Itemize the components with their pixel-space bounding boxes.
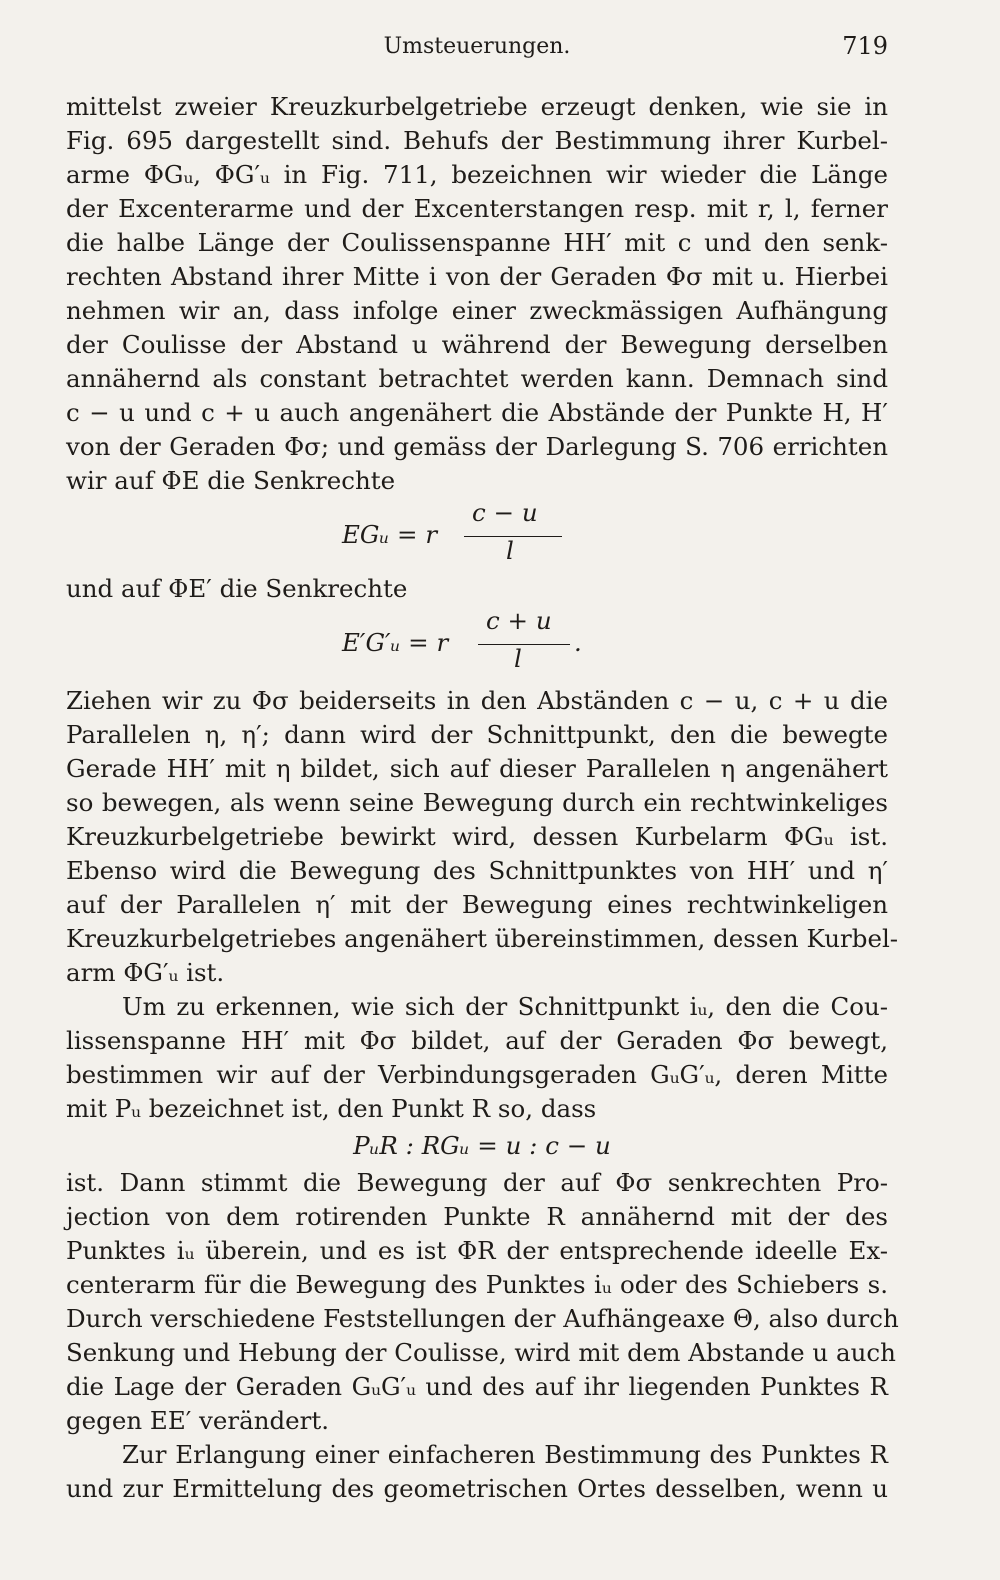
page-header bbox=[66, 30, 888, 66]
text-line: die halbe Länge der Coulissenspanne HH′ mit c und den senk- bbox=[66, 228, 888, 257]
formula-period: . bbox=[574, 628, 582, 657]
formula-egu-prime bbox=[66, 606, 888, 684]
text-line: auf der Parallelen η′ mit der Bewegung eines rechtwinkeligen bbox=[66, 890, 888, 919]
text-line: bestimmen wir auf der Verbindungsgeraden GᵤG′ᵤ, deren Mitte bbox=[66, 1060, 888, 1089]
text-line: und auf ΦE′ die Senkrechte bbox=[66, 574, 408, 603]
text-line: arm ΦG′ᵤ ist. bbox=[66, 958, 225, 987]
text-line: gegen EE′ verändert. bbox=[66, 1406, 330, 1435]
text-line: jection von dem rotirenden Punkte R annähernd mit der des bbox=[66, 1202, 888, 1231]
text-line: ist. Dann stimmt die Bewegung der auf Φσ senkrechten Pro- bbox=[66, 1168, 888, 1197]
formula-ratio: PᵤR : RGᵤ = u : c − u bbox=[353, 1131, 611, 1160]
text-line: Fig. 695 dargestellt sind. Behufs der Bestimmung ihrer Kurbel- bbox=[66, 126, 888, 155]
text-line: Kreuzkurbelgetriebe bewirkt wird, dessen Kurbelarm ΦGᵤ ist. bbox=[66, 822, 888, 851]
text-line: mittelst zweier Kreuzkurbelgetriebe erzeugt denken, wie sie in bbox=[66, 92, 888, 121]
text-line: und zur Ermittelung des geometrischen Ortes desselben, wenn u bbox=[66, 1474, 888, 1503]
text-line: Ziehen wir zu Φσ beiderseits in den Abständen c − u, c + u die bbox=[66, 686, 888, 715]
text-line: Durch verschiedene Feststellungen der Aufhängeaxe Θ, also durch bbox=[66, 1304, 899, 1333]
page-number: 719 bbox=[842, 32, 888, 60]
formula-egu bbox=[66, 498, 888, 572]
text-line: lissenspanne HH′ mit Φσ bildet, auf der Geraden Φσ bewegt, bbox=[66, 1026, 888, 1055]
text-line: c − u und c + u auch angenähert die Abstände der Punkte H, H′ bbox=[66, 398, 888, 427]
formula-numerator: c − u bbox=[472, 498, 538, 527]
formula-lhs: E′G′ᵤ = r bbox=[342, 628, 449, 657]
text-line: Kreuzkurbelgetriebes angenähert übereinstimmen, dessen Kurbel- bbox=[66, 924, 899, 953]
text-line: Parallelen η, η′; dann wird der Schnittpunkt, den die bewegte bbox=[66, 720, 888, 749]
text-line: Um zu erkennen, wie sich der Schnittpunkt iᵤ, den die Cou- bbox=[122, 992, 888, 1021]
text-line: von der Geraden Φσ; und gemäss der Darlegung S. 706 errichten bbox=[66, 432, 888, 461]
text-line: Zur Erlangung einer einfacheren Bestimmung des Punktes R bbox=[122, 1440, 888, 1469]
text-line: der Coulisse der Abstand u während der Bewegung derselben bbox=[66, 330, 888, 359]
text-line: Ebenso wird die Bewegung des Schnittpunktes von HH′ und η′ bbox=[66, 856, 888, 885]
text-line: nehmen wir an, dass infolge einer zweckmässigen Aufhängung bbox=[66, 296, 888, 325]
fraction-bar bbox=[478, 644, 570, 645]
body-text bbox=[66, 90, 899, 1506]
running-head: Umsteuerungen. bbox=[383, 34, 571, 59]
formula-numerator: c + u bbox=[486, 606, 552, 635]
text-line: mit Pᵤ bezeichnet ist, den Punkt R so, dass bbox=[66, 1094, 597, 1123]
text-line: Senkung und Hebung der Coulisse, wird mit dem Abstande u auch bbox=[66, 1338, 896, 1367]
formula-lhs: EGᵤ = r bbox=[342, 520, 438, 549]
text-line: die Lage der Geraden GᵤG′ᵤ und des auf ihr liegenden Punktes R bbox=[66, 1372, 888, 1401]
text-line: so bewegen, als wenn seine Bewegung durch ein rechtwinkeliges bbox=[66, 788, 888, 817]
text-line: arme ΦGᵤ, ΦG′ᵤ in Fig. 711, bezeichnen wir wieder die Länge bbox=[66, 160, 888, 189]
formula-denominator: l bbox=[514, 644, 522, 673]
formula-denominator: l bbox=[506, 536, 514, 565]
text-line: Punktes iᵤ überein, und es ist ΦR der entsprechende ideelle Ex- bbox=[66, 1236, 888, 1265]
text-line: wir auf ΦE die Senkrechte bbox=[66, 466, 396, 495]
text-line: annähernd als constant betrachtet werden kann. Demnach sind bbox=[66, 364, 888, 393]
text-line: centerarm für die Bewegung des Punktes iᵤ oder des Schiebers s. bbox=[66, 1270, 888, 1299]
text-line: Gerade HH′ mit η bildet, sich auf dieser Parallelen η angenähert bbox=[66, 754, 888, 783]
text-line: der Excenterarme und der Excenterstangen resp. mit r, l, ferner bbox=[66, 194, 888, 223]
text-line: rechten Abstand ihrer Mitte i von der Geraden Φσ mit u. Hierbei bbox=[66, 262, 888, 291]
